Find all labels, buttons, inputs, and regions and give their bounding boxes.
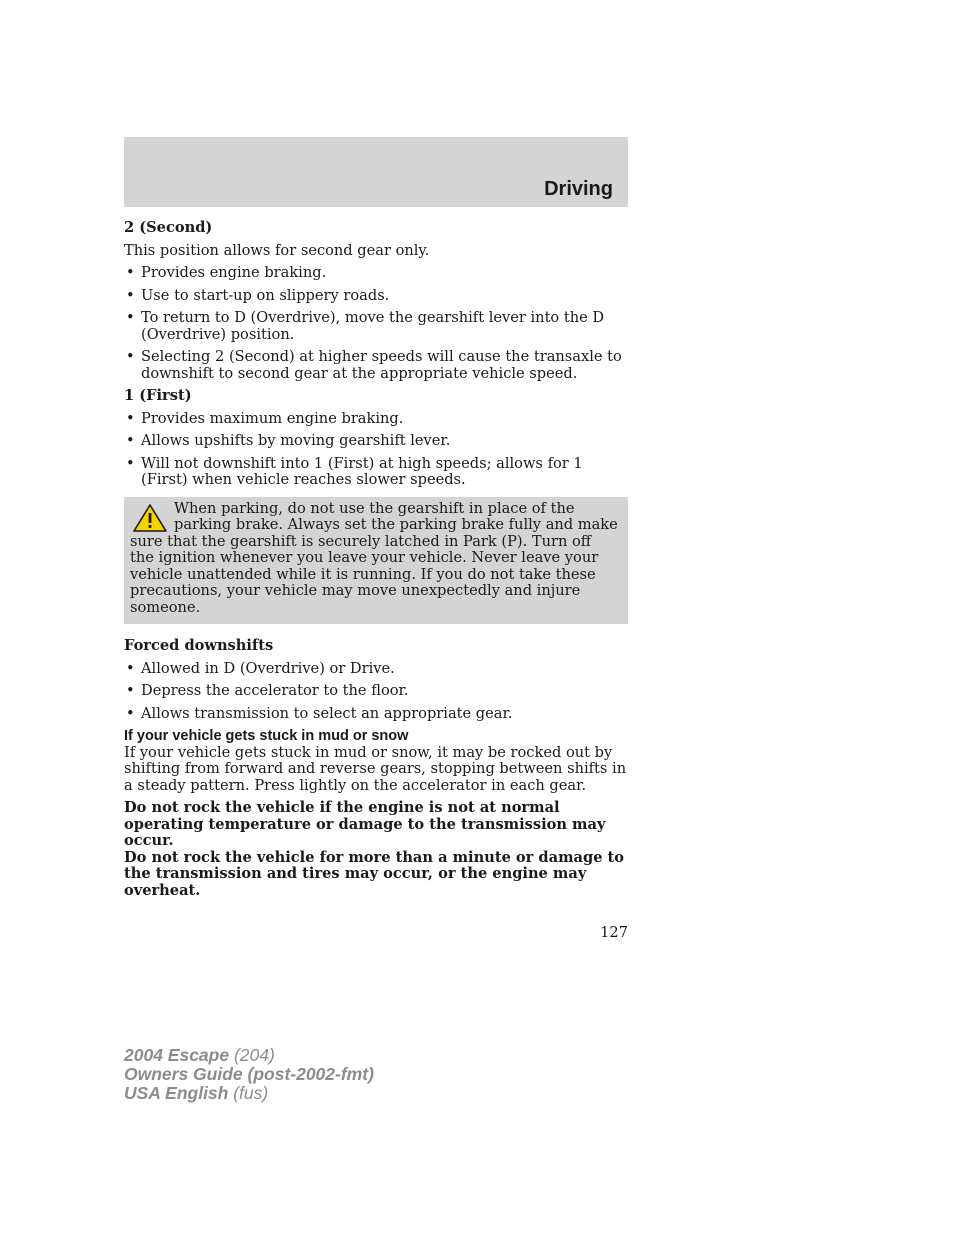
page-number: 127 bbox=[600, 924, 628, 941]
second-gear-heading: 2 (Second) bbox=[124, 219, 213, 236]
bullet-icon: • bbox=[126, 432, 135, 449]
list-item: • Allows transmission to select an appropriate gear. bbox=[126, 704, 513, 722]
bullet-icon: • bbox=[126, 286, 135, 304]
bullet-icon: • bbox=[126, 348, 135, 365]
stuck-caution-duration: Do not rock the vehicle for more than a minute or damage to the transmission and tires may occur, or the engine may overheat. bbox=[124, 848, 625, 899]
list-item: • Will not downshift into 1 (First) at high speeds; allows for 1 (First) when vehicle reaches slower speeds. bbox=[126, 454, 583, 488]
bullet-icon: • bbox=[126, 264, 135, 281]
forced-downshifts-list bbox=[124, 661, 628, 723]
footer-line-guide: Owners Guide (post-2002-fmt) bbox=[124, 1064, 374, 1084]
list-item: • Selecting 2 (Second) at higher speeds will cause the transaxle to downshift to second gear at the appropriate vehicle speed. bbox=[126, 348, 622, 382]
bullet-icon: • bbox=[126, 682, 135, 699]
stuck-caution-temperature: Do not rock the vehicle if the engine is not at normal operating temperature or damage to the transmission may occur. bbox=[124, 799, 606, 849]
forced-downshifts-heading: Forced downshifts bbox=[124, 637, 274, 654]
bullet-icon: • bbox=[126, 454, 135, 472]
second-gear-list bbox=[124, 265, 628, 382]
list-item: • Provides maximum engine braking. bbox=[126, 409, 404, 427]
bullet-icon: • bbox=[126, 659, 135, 677]
footer-line-language: USA English (fus) bbox=[124, 1083, 269, 1103]
first-gear-list bbox=[124, 411, 628, 489]
second-gear-intro: This position allows for second gear only. bbox=[124, 241, 430, 259]
stuck-vehicle-heading: If your vehicle gets stuck in mud or snow bbox=[124, 728, 409, 744]
footer-line-model: 2004 Escape (204) bbox=[124, 1045, 275, 1065]
first-gear-heading: 1 (First) bbox=[124, 387, 192, 404]
bullet-icon: • bbox=[126, 309, 135, 326]
section-header-band bbox=[124, 137, 628, 207]
list-item: • Allows upshifts by moving gearshift lever. bbox=[126, 432, 451, 449]
document-footer bbox=[124, 1046, 374, 1103]
list-item: • Use to start-up on slippery roads. bbox=[126, 286, 390, 304]
section-title: Driving bbox=[544, 178, 613, 200]
warning-text: When parking, do not use the gearshift in place of the parking brake. Always set the parking brake fully and make sure that the gearshift is securely latched in Park (P). Turn off the ignition whenever you leave your vehicle. Never leave your vehicle unattended while it is running. If you do not take these precautions, your vehicle may move unexpectedly and injure someone. bbox=[130, 499, 618, 616]
warning-triangle-icon bbox=[132, 503, 168, 533]
list-item: • Depress the accelerator to the floor. bbox=[126, 682, 409, 699]
list-item: • Provides engine braking. bbox=[126, 264, 327, 281]
stuck-vehicle-body: If your vehicle gets stuck in mud or snow, it may be rocked out by shifting from forward and reverse gears, stopping between shifts in a steady pattern. Press lightly on the accelerator in each gear. bbox=[124, 743, 627, 794]
list-item: • Allowed in D (Overdrive) or Drive. bbox=[126, 659, 395, 677]
list-item: • To return to D (Overdrive), move the gearshift lever into the D (Overdrive) position. bbox=[126, 309, 605, 343]
page-content bbox=[124, 220, 628, 899]
bullet-icon: • bbox=[126, 704, 135, 722]
parking-warning-box bbox=[124, 497, 628, 625]
bullet-icon: • bbox=[126, 409, 135, 427]
